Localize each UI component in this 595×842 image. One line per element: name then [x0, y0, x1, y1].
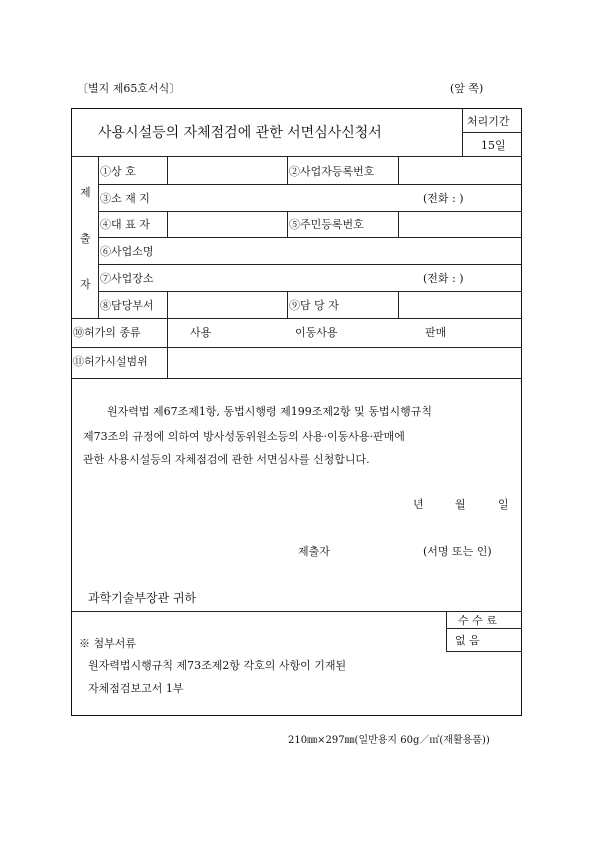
representative-label: ④대 표 자 [100, 218, 150, 231]
fee-box-mid [446, 628, 522, 629]
statement-line-1: 원자력법 제67조제1항, 동법시행령 제199조제2항 및 동법시행규칙 [107, 405, 432, 418]
attachments-title: ※ 첨부서류 [79, 637, 137, 650]
address-field[interactable] [168, 185, 408, 210]
processing-value: 15일 [481, 139, 506, 152]
lower-divider-line [71, 611, 522, 612]
permit-type-option-mobile-use[interactable]: 이동사용 [295, 326, 338, 339]
processing-label: 처리기간 [467, 115, 510, 128]
submitter-label: 제출자 [298, 545, 330, 558]
statement-line-2: 제73조의 규정에 의하여 방사성동위원소등의 사용·이동사용·판매에 [83, 430, 405, 443]
resident-reg-no-field[interactable] [399, 212, 521, 236]
business-location-field[interactable] [168, 265, 408, 290]
trade-name-field[interactable] [168, 157, 286, 183]
statement-line-3: 관한 사용시설등의 자체점검에 관한 서면심사를 신청합니다. [83, 453, 370, 466]
attachments-line-1: 원자력법시행규칙 제73조제2항 각호의 사항이 기재된 [88, 659, 347, 672]
fee-value: 없 음 [455, 634, 480, 647]
permit-type-option-sale[interactable]: 판매 [425, 326, 447, 339]
address-label: ③소 재 지 [100, 192, 150, 205]
department-label: ⑧담당부서 [100, 299, 154, 312]
attachments-line-2: 자체점검보고서 1부 [88, 682, 184, 695]
submitter-field[interactable] [340, 541, 418, 559]
form-title: 사용시설등의 자체점검에 관한 서면심사신청서 [98, 125, 382, 141]
date-year: 년 [413, 498, 424, 511]
business-reg-no-label: ②사업자등록번호 [289, 165, 375, 178]
person-in-charge-label: ⑨담 당 자 [289, 299, 339, 312]
addressee: 과학기술부장관 귀하 [88, 591, 197, 605]
side-label: (앞 쪽) [450, 82, 484, 95]
row-line-6 [71, 318, 522, 319]
section-label-char-2: 출 [80, 232, 91, 245]
permit-type-label: ⑩허가의 종류 [73, 326, 141, 339]
fee-label: 수 수 료 [458, 614, 497, 627]
fee-box-left [446, 611, 447, 651]
mid-col-divider-1 [287, 156, 288, 184]
permit-scope-label: ⑪허가시설범위 [73, 355, 148, 368]
mid-col-divider-5 [287, 291, 288, 318]
trade-name-label: ①상 호 [100, 165, 136, 178]
signature-label: (서명 또는 인) [423, 545, 492, 558]
section-label-char-1: 제 [80, 186, 91, 199]
business-name-field[interactable] [168, 238, 521, 263]
business-reg-no-field[interactable] [399, 157, 521, 183]
business-location-label: ⑦사업장소 [100, 272, 154, 285]
person-in-charge-field[interactable] [399, 292, 521, 317]
permit-type-option-use[interactable]: 사용 [190, 326, 212, 339]
paper-spec: 210㎜×297㎜(일반용지 60g／㎡(재활용품)) [288, 735, 490, 746]
representative-field[interactable] [168, 212, 286, 236]
resident-reg-no-label: ⑤주민등록번호 [289, 218, 364, 231]
permit-bottom-line [71, 378, 522, 379]
processing-divider [462, 132, 522, 133]
mid-col-divider-3 [287, 211, 288, 237]
permit-scope-field[interactable] [168, 348, 521, 377]
location-phone: (전화 : ) [423, 272, 464, 285]
date-month: 월 [455, 498, 466, 511]
fee-box-bottom [446, 651, 522, 652]
department-field[interactable] [168, 292, 286, 317]
date-day: 일 [498, 498, 509, 511]
section-label-char-3: 자 [80, 278, 91, 291]
form-number: 〔별지 제65호서식〕 [77, 82, 181, 95]
address-phone: (전화 : ) [423, 192, 464, 205]
business-name-label: ⑥사업소명 [100, 245, 154, 258]
